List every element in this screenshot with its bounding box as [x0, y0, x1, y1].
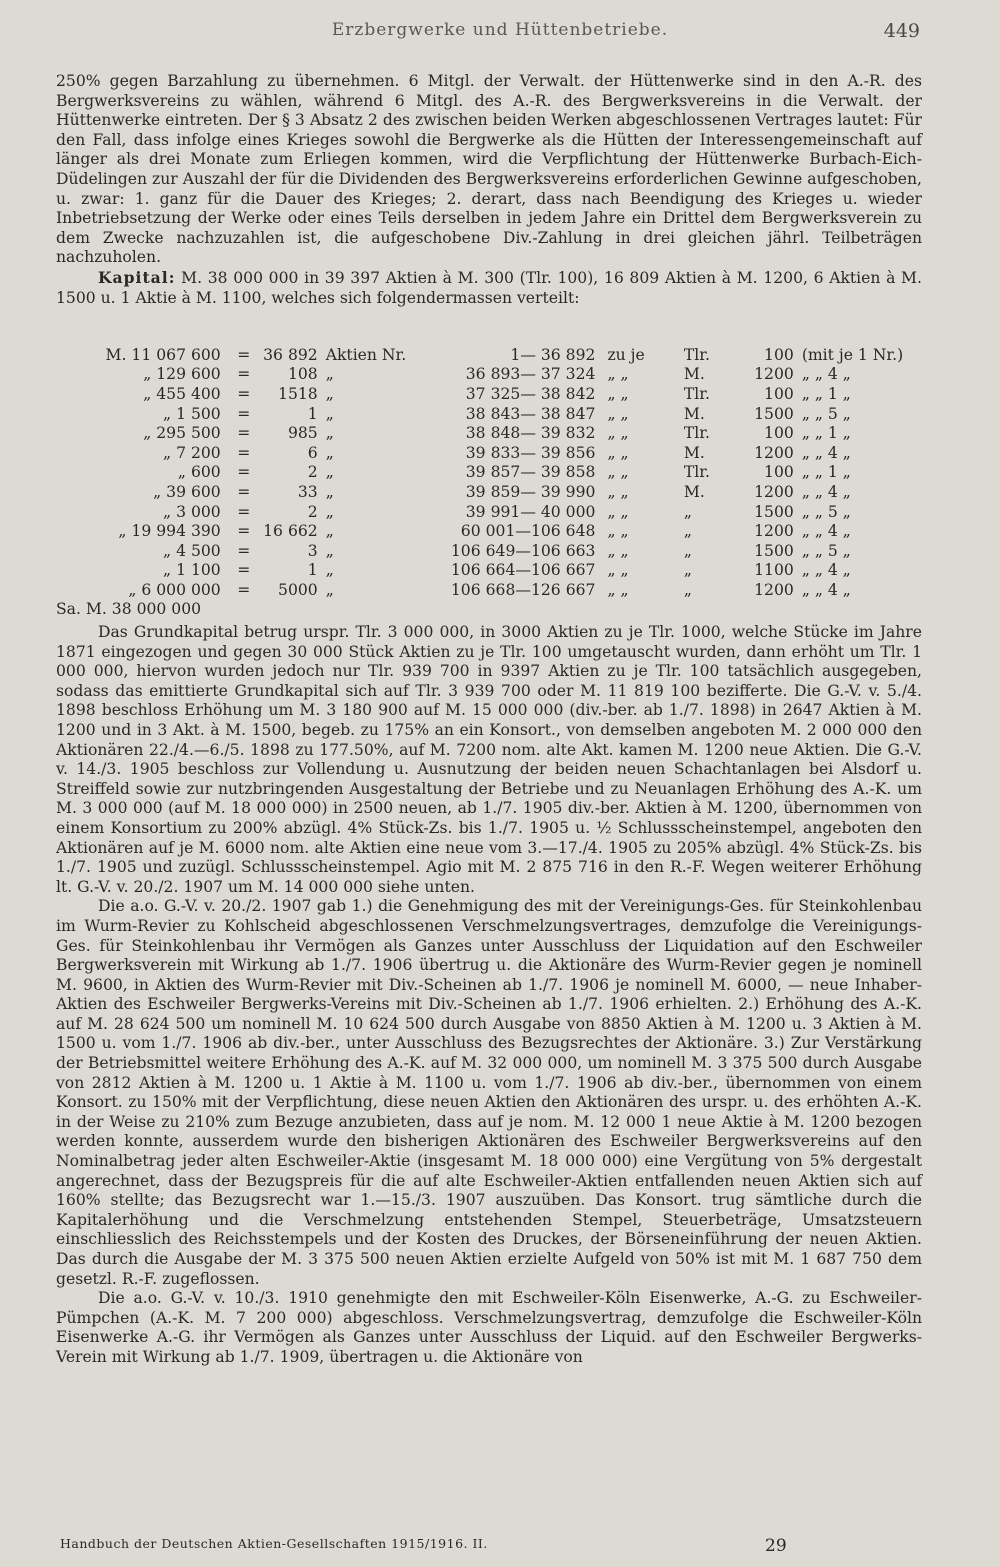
table-row	[56, 443, 922, 463]
cell-word: „	[325, 482, 334, 501]
cell-value: 1200	[754, 522, 794, 541]
cell-value: 1200	[754, 482, 794, 501]
footer-signature: 29	[765, 1536, 787, 1556]
paragraph-grundkapital: Das Grundkapital betrug urspr. Tlr. 3 000 000, in 3000 Aktien zu je Tlr. 1000, welche Stücke im Jahre 1871 eingezogen und gegen 30 000 Stück Aktien zu je Tlr. 100 umgetauscht wurden, dann erhöht um Tlr. 1 000 000, hiervon wurden jedoch nur Tlr. 939 700 in 9397 Aktien zu je Tlr. 100 tatsächlich ausgegeben, sodass das emittierte Grundkapital sich auf Tlr. 3 939 700 oder M. 11 819 100 bezifferte. Die G.-V. v. 5./4. 1898 beschloss Erhöhung um M. 3 180 900 auf M. 15 000 000 (div.-ber. ab 1./7. 1898) in 2647 Aktien à M. 1200 und in 3 Akt. à M. 1500, begeb. zu 175% an ein Konsort., von demselben angeboten M. 2 000 000 den Aktionären 22./4.—6./5. 1898 zu 177.50%, auf M. 7200 nom. alte Akt. kamen M. 1200 neue Aktien. Die G.-V. v. 14./3. 1905 beschloss zur Vollendung u. Ausnutzung der beiden neuen Schachtanlagen bei Alsdorf u. Streiffeld sowie zur nutzbringenden Ausgestaltung der Betriebe und zu Neuanlagen Erhöhung des A.-K. um M. 3 000 000 (auf M. 18 000 000) in 2500 neuen, ab 1./7. 1905 div.-ber. Aktien à M. 1200, übernommen von einem Konsortium zu 200% abzügl. 4% Stück-Zs. bis 1./7. 1905 u. ½ Schlussscheinstempel, angeboten den Aktionären auf je M. 6000 nom. alte Aktien eine neue vom 3.—17./4. 1905 zu 205% abzügl. 4% Stück-Zs. bis 1./7. 1905 und zuzügl. Schlussscheinstempel. Agio mit M. 2 875 716 in den R.-F. Wegen weiterer Erhöhung lt. G.-V. v. 20./2. 1907 um M. 14 000 000 siehe unten.	[56, 623, 922, 896]
cell-amount: „ 4 500	[163, 541, 221, 560]
cell-eq: =	[237, 345, 251, 364]
cell-eq: =	[237, 502, 251, 521]
cell-range: 38 848— 39 832	[465, 424, 596, 443]
cell-zu: „ „	[607, 424, 629, 443]
cell-count: 16 662	[263, 522, 318, 541]
cell-eq: =	[237, 424, 251, 443]
cell-par: „ „ 5 „	[801, 404, 851, 423]
main-text	[56, 623, 922, 1368]
cell-eq: =	[237, 384, 251, 403]
page-header	[0, 20, 1000, 50]
cell-eq: =	[237, 463, 251, 482]
cell-amount: „ 6 000 000	[128, 580, 221, 599]
cell-count: 3	[307, 541, 318, 560]
cell-word: „	[325, 522, 334, 541]
footer-source: Handbuch der Deutschen Aktien-Gesellschaften 1915/1916. II.	[60, 1536, 488, 1551]
cell-par: „ „ 1 „	[801, 424, 851, 443]
cell-value: 1500	[754, 541, 794, 560]
cell-amount: M. 11 067 600	[105, 345, 221, 364]
cell-zu: „ „	[607, 541, 629, 560]
cell-range: 39 857— 39 858	[465, 463, 596, 482]
cell-range: 38 843— 38 847	[465, 404, 596, 423]
cell-unit: M.	[683, 404, 705, 423]
cell-count: 108	[287, 365, 318, 384]
cell-amount: „ 39 600	[153, 482, 221, 501]
cell-unit: Tlr.	[683, 345, 710, 364]
cell-par: „ „ 4 „	[801, 561, 851, 580]
cell-zu: „ „	[607, 463, 629, 482]
table-row	[56, 404, 922, 424]
cell-word: „	[325, 580, 334, 599]
cell-value: 100	[764, 463, 794, 482]
table-row	[56, 345, 922, 365]
cell-amount: „ 1 100	[163, 561, 221, 580]
cell-count: 2	[307, 502, 318, 521]
cell-count: 1	[307, 404, 318, 423]
cell-count: 2	[307, 463, 318, 482]
cell-range: 37 325— 38 842	[465, 384, 596, 403]
cell-value: 1100	[754, 561, 794, 580]
cell-count: 5000	[278, 580, 318, 599]
cell-amount: „ 3 000	[163, 502, 221, 521]
cell-unit: Tlr.	[683, 384, 710, 403]
table-row	[56, 423, 922, 443]
cell-par: (mit je 1 Nr.)	[801, 345, 904, 364]
cell-zu: „ „	[607, 502, 629, 521]
cell-count: 36 892	[263, 345, 318, 364]
kapital-text: M. 38 000 000 in 39 397 Aktien à M. 300 (Tlr. 100), 16 809 Aktien à M. 1200, 6 Aktien à M. 1500 u. 1 Aktie à M. 1100, welches sich folgendermassen verteilt:	[56, 268, 922, 307]
cell-word: Aktien Nr.	[325, 345, 407, 364]
cell-amount: „ 129 600	[143, 365, 221, 384]
cell-unit: Tlr.	[683, 463, 710, 482]
sum-line: Sa. M. 38 000 000	[56, 600, 202, 618]
cell-zu: zu je	[607, 345, 645, 364]
cell-par: „ „ 4 „	[801, 580, 851, 599]
cell-par: „ „ 4 „	[801, 365, 851, 384]
capital-distribution-table	[56, 345, 922, 600]
cell-par: „ „ 1 „	[801, 463, 851, 482]
cell-amount: „ 295 500	[143, 424, 221, 443]
table-row	[56, 561, 922, 581]
cell-count: 1518	[278, 384, 318, 403]
cell-eq: =	[237, 482, 251, 501]
cell-par: „ „ 1 „	[801, 384, 851, 403]
kapital-paragraph	[56, 268, 922, 308]
cell-word: „	[325, 424, 334, 443]
cell-word: „	[325, 365, 334, 384]
cell-range: 36 893— 37 324	[465, 365, 596, 384]
cell-word: „	[325, 404, 334, 423]
cell-range: 106 668—126 667	[450, 580, 596, 599]
cell-par: „ „ 4 „	[801, 522, 851, 541]
cell-eq: =	[237, 522, 251, 541]
cell-zu: „ „	[607, 365, 629, 384]
cell-range: 106 649—106 663	[450, 541, 596, 560]
cell-count: 985	[287, 424, 318, 443]
cell-unit: „	[683, 561, 692, 580]
cell-amount: „ 455 400	[143, 384, 221, 403]
running-title: Erzbergwerke und Hüttenbetriebe.	[331, 20, 669, 40]
cell-amount: „ 7 200	[163, 443, 221, 462]
cell-zu: „ „	[607, 580, 629, 599]
cell-unit: „	[683, 541, 692, 560]
cell-value: 100	[764, 345, 794, 364]
cell-zu: „ „	[607, 384, 629, 403]
cell-value: 1200	[754, 580, 794, 599]
cell-word: „	[325, 384, 334, 403]
paragraph-ao-gv-1907: Die a.o. G.-V. v. 20./2. 1907 gab 1.) die Genehmigung des mit der Vereinigungs-Ges. für Steinkohlenbau im Wurm-Revier zu Kohlscheid abgeschlossenen Verschmelzungsvertrages, demzufolge die Vereinigungs-Ges. für Steinkohlenbau ihr Vermögen als Ganzes unter Ausschluss der Liquidation auf den Eschweiler Bergwerksverein mit Wirkung ab 1./7. 1906 übertrug u. die Aktionäre des Wurm-Revier gegen je nominell M. 9600, in Aktien des Wurm-Revier mit Div.-Scheinen ab 1./7. 1906 je nominell M. 6000, — neue Inhaber-Aktien des Eschweiler Bergwerks-Vereins mit Div.-Scheinen ab 1./7. 1906 erhielten. 2.) Erhöhung des A.-K. auf M. 28 624 500 um nominell M. 10 624 500 durch Ausgabe von 8850 Aktien à M. 1200 u. 3 Aktien à M. 1500 u. vom 1./7. 1906 ab div.-ber., unter Ausschluss des Bezugsrechtes der Aktionäre. 3.) Zur Verstärkung der Betriebsmittel weitere Erhöhung des A.-K. auf M. 32 000 000, um nominell M. 3 375 500 durch Ausgabe von 2812 Aktien à M. 1200 u. 1 Aktie à M. 1100 u. vom 1./7. 1906 ab div.-ber., übernommen von einem Konsort. zu 150% mit der Verpflichtung, diese neuen Aktien den Aktionären des urspr. u. des erhöhten A.-K. in der Weise zu 210% zum Bezuge anzubieten, dass auf je nom. M. 12 000 1 neue Aktie à M. 1200 bezogen werden konnte, ausserdem wurde den bisherigen Aktionären des Eschweiler Bergwerksvereins auf den Nominalbetrag jeder alten Eschweiler-Aktie (insgesamt M. 18 000 000) eine Vergütung von 5% dergestalt angerechnet, dass der Bezugspreis für die auf alte Eschweiler-Aktien entfallenden neuen Aktien sich auf 160% stellte; das Bezugsrecht war 1.—15./3. 1907 auszuüben. Das Konsort. trug sämtliche durch die Kapitalerhöhung und die Verschmelzung entstehenden Stempel, Steuerbeträge, Umsatzsteuern einschliesslich des Reichsstempels und der Kosten des Druckes, der Börseneinführung der neuen Aktien. Das durch die Ausgabe der M. 3 375 500 neuen Aktien erzielte Aufgeld von 50% ist mit M. 1 687 750 dem gesetzl. R.-F. zugeflossen.	[56, 897, 922, 1288]
cell-amount: „ 1 500	[163, 404, 221, 423]
cell-unit: Tlr.	[683, 424, 710, 443]
paragraph-ao-gv-1910: Die a.o. G.-V. v. 10./3. 1910 genehmigte den mit Eschweiler-Köln Eisenwerke, A.-G. zu Eschweiler-Pümpchen (A.-K. M. 7 200 000) abgeschloss. Verschmelzungsvertrag, demzufolge die Eschweiler-Köln Eisenwerke A.-G. ihr Vermögen als Ganzes unter Ausschluss der Liquid. auf den Eschweiler Bergwerks-Verein mit Wirkung ab 1./7. 1909, übertragen u. die Aktionäre von	[56, 1289, 922, 1366]
cell-zu: „ „	[607, 443, 629, 462]
page-footer	[0, 1536, 1000, 1560]
table-row	[56, 521, 922, 541]
cell-unit: „	[683, 502, 692, 521]
cell-range: 39 859— 39 990	[465, 482, 596, 501]
cell-unit: M.	[683, 365, 705, 384]
cell-zu: „ „	[607, 561, 629, 580]
cell-zu: „ „	[607, 522, 629, 541]
table-row	[56, 541, 922, 561]
cell-amount: „ 19 994 390	[118, 522, 221, 541]
cell-count: 1	[307, 561, 318, 580]
cell-par: „ „ 4 „	[801, 443, 851, 462]
table-row	[56, 384, 922, 404]
table-row	[56, 502, 922, 522]
cell-par: „ „ 5 „	[801, 502, 851, 521]
cell-count: 6	[307, 443, 318, 462]
cell-range: 39 991— 40 000	[465, 502, 596, 521]
cell-range: 1— 36 892	[510, 345, 596, 364]
cell-word: „	[325, 541, 334, 560]
cell-word: „	[325, 561, 334, 580]
cell-unit: „	[683, 522, 692, 541]
cell-zu: „ „	[607, 482, 629, 501]
cell-word: „	[325, 502, 334, 521]
table-row	[56, 580, 922, 600]
cell-value: 1500	[754, 404, 794, 423]
intro-paragraph: 250% gegen Barzahlung zu übernehmen. 6 Mitgl. der Verwalt. der Hüttenwerke sind in den A.-R. des Bergwerksvereins zu wählen, während 6 Mitgl. des A.-R. des Bergwerksvereins in die Verwalt. der Hüttenwerke eintreten. Der § 3 Absatz 2 des zwischen beiden Werken abgeschlossenen Vertrages lautet: Für den Fall, dass infolge eines Krieges sowohl die Bergwerke als die Hütten der Interessengemeinschaft auf länger als drei Monate zum Erliegen kommen, wird die Verpflichtung der Hüttenwerke Burbach-Eich-Düdelingen zur Auszahl der für die Dividenden des Bergwerksvereins erforderlichen Gewinne aufgeschoben, u. zwar: 1. ganz für die Dauer des Krieges; 2. derart, dass nach Beendigung des Krieges u. wieder Inbetriebsetzung der Werke oder eines Teils derselben in jedem Jahre ein Drittel dem Bergwerksverein zu dem Zwecke nachzuzahlen ist, die aufgeschobene Div.-Zahlung in drei gleichen jährl. Teilbeträgen nachzuholen.	[56, 72, 922, 267]
cell-unit: M.	[683, 482, 705, 501]
cell-range: 39 833— 39 856	[465, 443, 596, 462]
page-number: 449	[883, 20, 920, 42]
cell-eq: =	[237, 580, 251, 599]
cell-amount: „ 600	[177, 463, 221, 482]
table-row	[56, 482, 922, 502]
cell-value: 1200	[754, 365, 794, 384]
cell-eq: =	[237, 443, 251, 462]
cell-eq: =	[237, 365, 251, 384]
cell-word: „	[325, 443, 334, 462]
table-row	[56, 463, 922, 483]
cell-eq: =	[237, 541, 251, 560]
cell-value: 1500	[754, 502, 794, 521]
cell-range: 106 664—106 667	[450, 561, 596, 580]
cell-eq: =	[237, 561, 251, 580]
cell-value: 100	[764, 424, 794, 443]
cell-value: 100	[764, 384, 794, 403]
cell-word: „	[325, 463, 334, 482]
kapital-label: Kapital:	[98, 267, 176, 287]
table-row	[56, 365, 922, 385]
cell-count: 33	[297, 482, 318, 501]
cell-range: 60 001—106 648	[460, 522, 596, 541]
cell-par: „ „ 4 „	[801, 482, 851, 501]
cell-eq: =	[237, 404, 251, 423]
cell-unit: „	[683, 580, 692, 599]
cell-par: „ „ 5 „	[801, 541, 851, 560]
cell-zu: „ „	[607, 404, 629, 423]
cell-unit: M.	[683, 443, 705, 462]
cell-value: 1200	[754, 443, 794, 462]
intro-section	[56, 72, 922, 308]
